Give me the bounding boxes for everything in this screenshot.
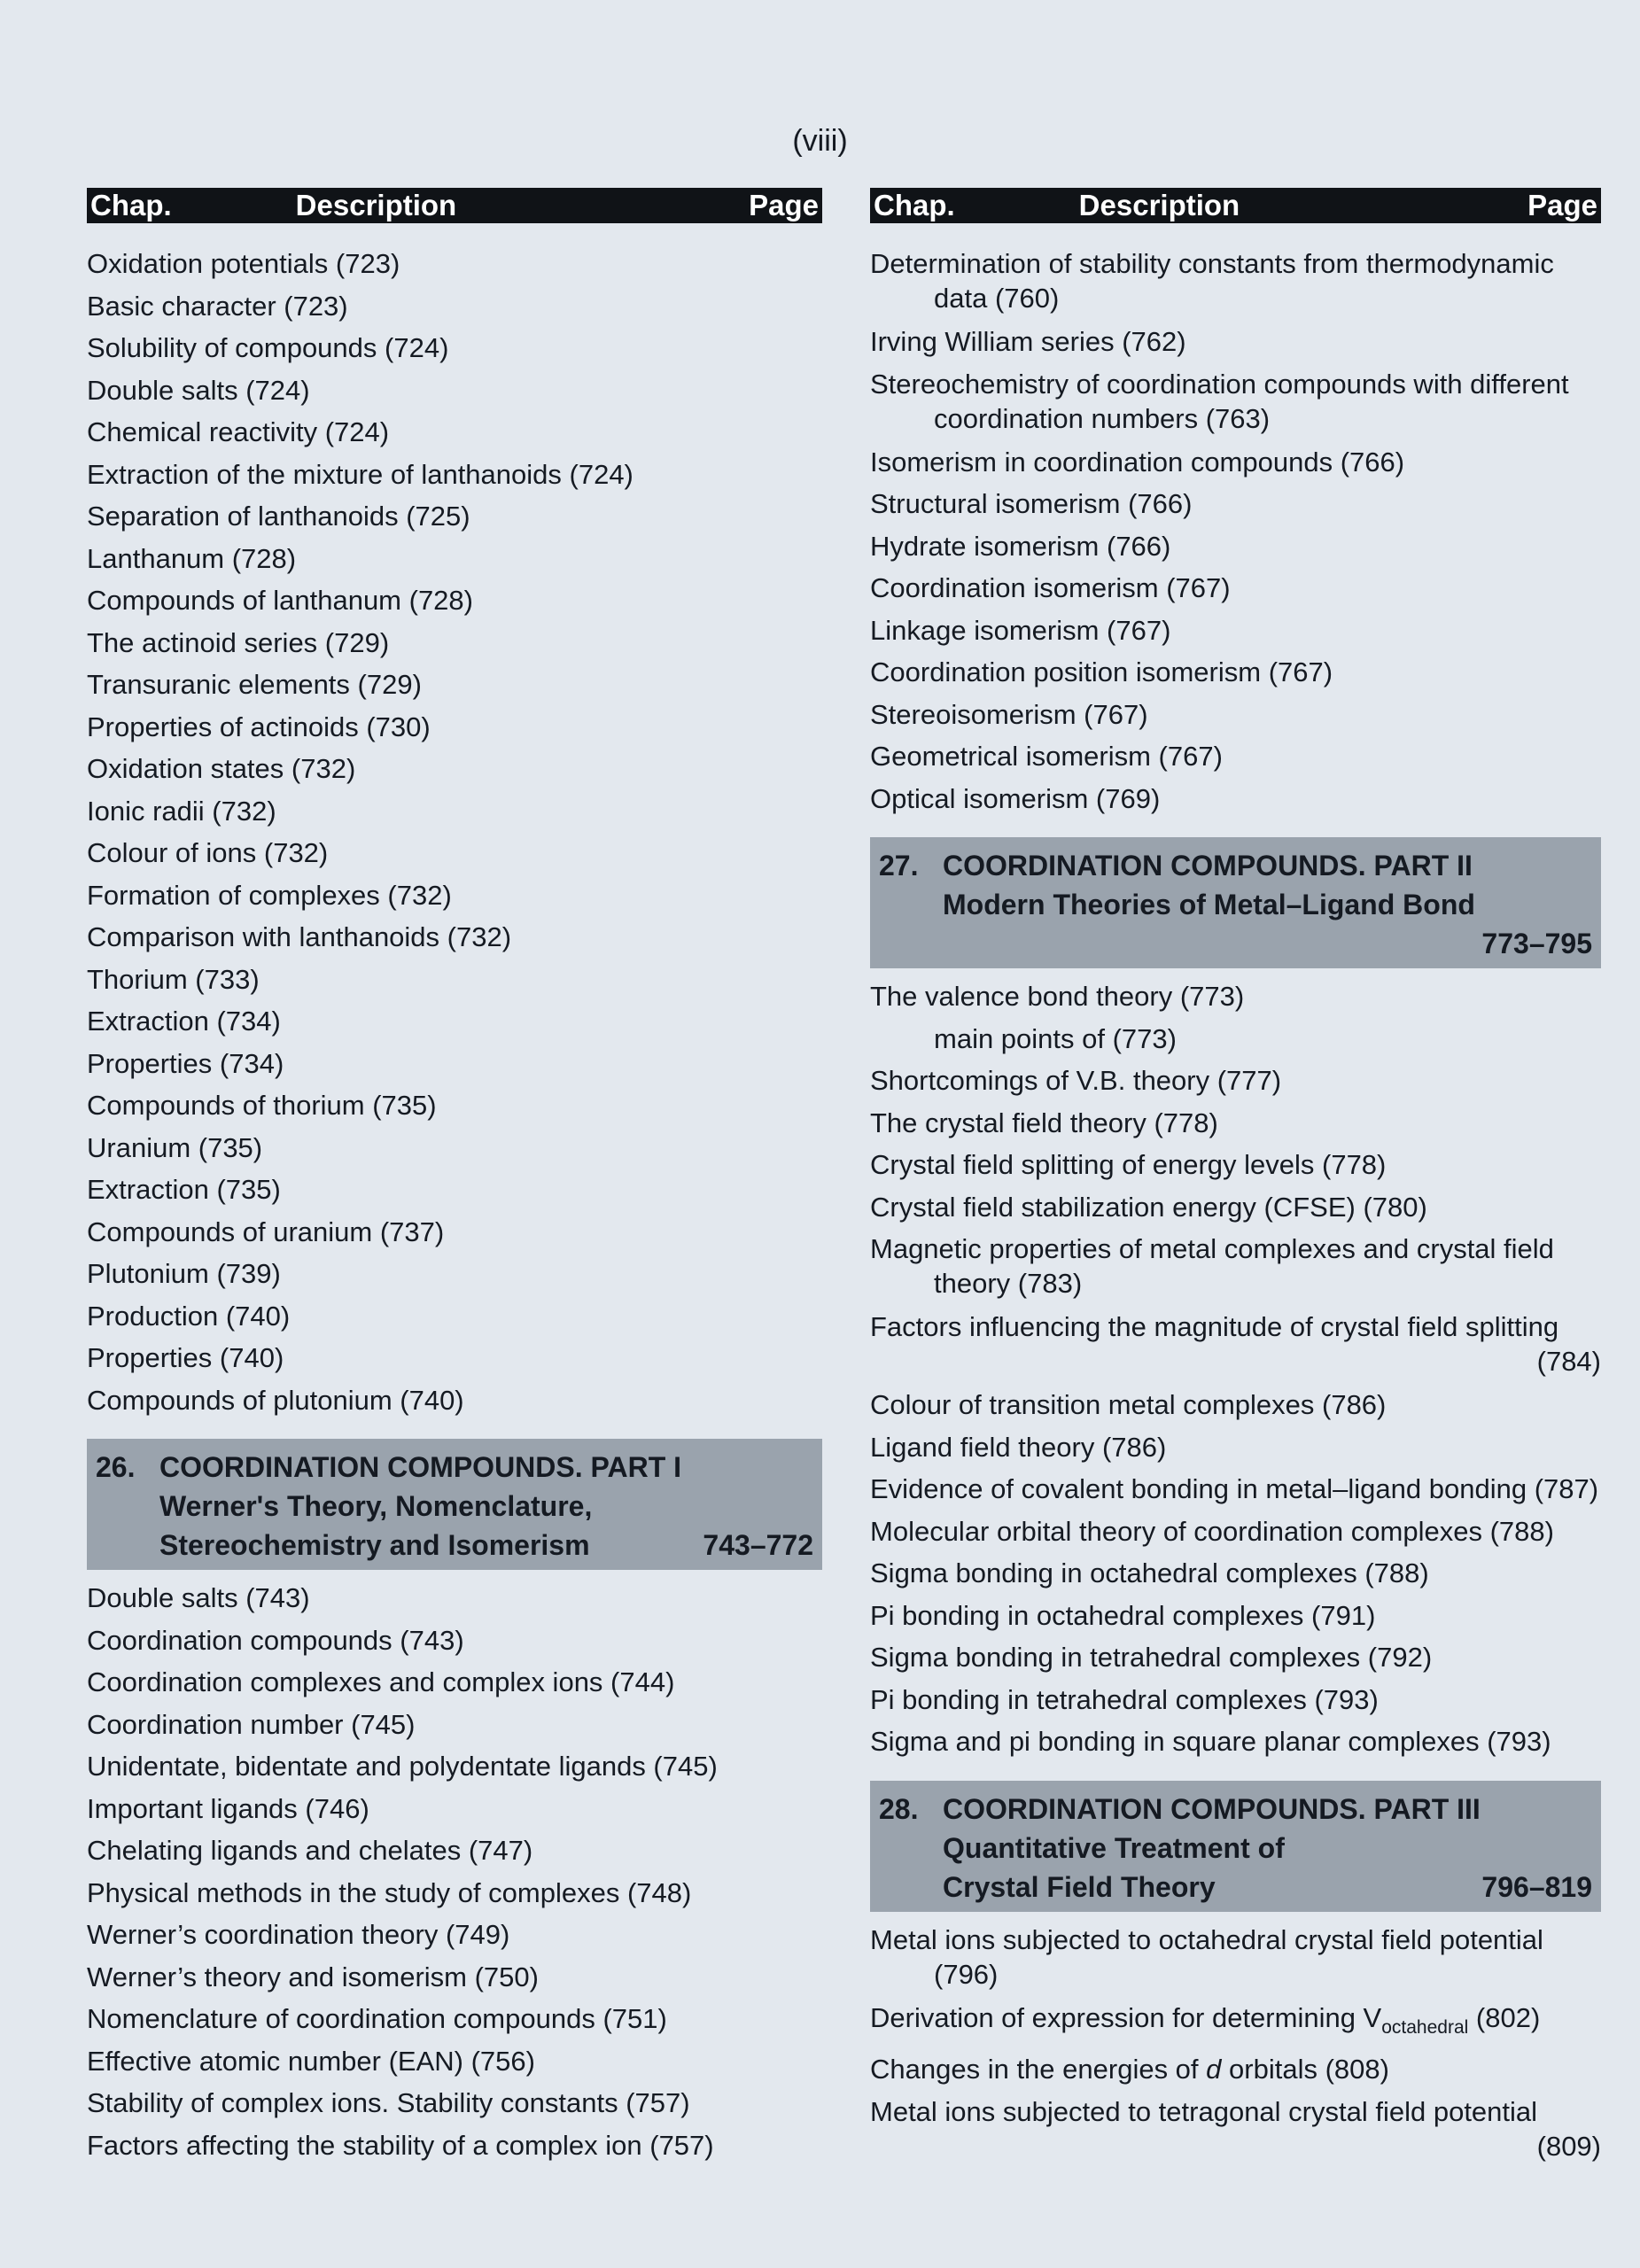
toc-entry <box>870 1228 1601 1306</box>
toc-entry: Ionic radii (732) <box>87 795 276 827</box>
right-column <box>870 188 1601 2169</box>
entry-text: Metal ions subjected to octahedral crystal field potential <box>870 1923 1543 1955</box>
toc-entry: Factors affecting the stability of a complex ion (757) <box>87 2129 714 2161</box>
toc-entry: Irving William series (762) <box>870 326 1186 357</box>
toc-entry: Extraction (734) <box>87 1006 281 1037</box>
toc-entry: Extraction (735) <box>87 1174 281 1205</box>
chapter-page-range: 796–819 <box>1481 1870 1592 1903</box>
chapter-subtitle: Werner's Theory, Nomenclature, <box>159 1490 593 1522</box>
toc-entry: Compounds of thorium (735) <box>87 1090 437 1121</box>
toc-entry: Coordination isomerism (767) <box>870 572 1231 603</box>
toc-entry: Effective atomic number (EAN) (756) <box>87 2045 535 2077</box>
toc-entry: Double salts (724) <box>87 374 310 406</box>
chapter-subtitle: Stereochemistry and Isomerism <box>159 1529 590 1561</box>
toc-entry: Coordination number (745) <box>87 1708 416 1740</box>
entry-italic: d <box>1206 2054 1222 2085</box>
chapter-heading-27 <box>870 837 1601 968</box>
chapter-title: COORDINATION COMPOUNDS. PART I <box>159 1451 682 1483</box>
toc-entry: Production (740) <box>87 1300 291 1332</box>
toc-entry: Separation of lanthanoids (725) <box>87 501 470 532</box>
entry-text: Derivation of expression for determining V <box>870 2001 1382 2033</box>
toc-entry: Isomerism in coordination compounds (766) <box>870 446 1405 478</box>
left-column <box>87 188 822 2166</box>
toc-entry <box>870 363 1601 441</box>
toc-entry <box>870 2091 1601 2169</box>
toc-entry: Molecular orbital theory of coordination complexes (788) <box>870 1515 1554 1547</box>
entry-subscript: octahedral <box>1381 2016 1469 2038</box>
toc-entry: Properties (734) <box>87 1047 284 1079</box>
toc-entry: Ligand field theory (786) <box>870 1431 1167 1463</box>
chapter-subtitle: Modern Theories of Metal–Ligand Bond <box>943 889 1475 920</box>
toc-entry: Pi bonding in tetrahedral complexes (793) <box>870 1683 1379 1715</box>
entry-continuation: theory (783) <box>934 1268 1083 1299</box>
entry-text: Magnetic properties of metal complexes and crystal field <box>870 1233 1554 1264</box>
toc-entry: Extraction of the mixture of lanthanoids (724) <box>87 458 633 490</box>
toc-entry: Compounds of plutonium (740) <box>87 1384 464 1416</box>
chapter-title: COORDINATION COMPOUNDS. PART III <box>943 1792 1481 1825</box>
header-description: Description <box>295 189 457 221</box>
entry-text: Factors influencing the magnitude of crystal field splitting <box>870 1311 1559 1342</box>
toc-entry: Unidentate, bidentate and polydentate ligands (745) <box>87 1751 718 1782</box>
header-chap: Chap. <box>90 189 172 221</box>
toc-entry: Lanthanum (728) <box>87 542 297 574</box>
entry-text: Determination of stability constants from thermodynamic <box>870 248 1554 279</box>
toc-entry <box>870 1997 1601 2049</box>
toc-entry: Geometrical isomerism (767) <box>870 741 1223 772</box>
toc-entry: Sigma bonding in tetrahedral complexes (792) <box>870 1642 1433 1673</box>
toc-entry: Linkage isomerism (767) <box>870 614 1171 646</box>
toc-entry: Hydrate isomerism (766) <box>870 530 1171 562</box>
toc-entry: Important ligands (746) <box>87 1792 369 1824</box>
chapter-number: 26. <box>96 1451 136 1483</box>
toc-entry: Colour of transition metal complexes (786) <box>870 1389 1387 1420</box>
entry-text: Metal ions subjected to tetragonal crystal field potential <box>870 2095 1538 2127</box>
entry-text: Stereochemistry of coordination compounds with different <box>870 368 1569 400</box>
toc-entry: The actinoid series (729) <box>87 626 390 658</box>
toc-entries <box>870 1384 1601 1763</box>
toc-entry: Chemical reactivity (724) <box>87 416 390 447</box>
toc-entry: Crystal field splitting of energy levels (778) <box>870 1149 1387 1180</box>
entry-continuation: (809) <box>1536 2130 1601 2162</box>
page-number: (viii) <box>792 124 848 158</box>
chapter-page-range: 743–772 <box>703 1529 813 1561</box>
toc-entry: Pi bonding in octahedral complexes (791) <box>870 1599 1376 1631</box>
entry-continuation: (796) <box>934 1958 999 1990</box>
toc-entry <box>870 1919 1601 1997</box>
toc-entries <box>870 1060 1601 1228</box>
entry-continuation: coordination numbers (763) <box>934 402 1271 434</box>
chapter-subtitle: Crystal Field Theory <box>943 1870 1216 1903</box>
toc-entry <box>870 1306 1601 1384</box>
chapter-subtitle: Quantitative Treatment of <box>943 1831 1285 1864</box>
toc-entry: Evidence of covalent bonding in metal–ligand bonding (787) <box>870 1473 1599 1504</box>
toc-entry: Crystal field stabilization energy (CFSE) (780) <box>870 1191 1427 1223</box>
header-page: Page <box>749 189 819 221</box>
chapter-heading-26 <box>87 1439 822 1570</box>
toc-entry: Transuranic elements (729) <box>87 669 422 700</box>
toc-entry: Sigma bonding in octahedral complexes (788) <box>870 1557 1429 1588</box>
toc-entry: Chelating ligands and chelates (747) <box>87 1835 533 1866</box>
toc-entry: Oxidation potentials (723) <box>87 248 400 279</box>
toc-entry: Oxidation states (732) <box>87 753 356 784</box>
toc-entry <box>870 2048 1601 2091</box>
chapter-number: 28. <box>879 1792 919 1825</box>
toc-entry: Structural isomerism (766) <box>870 488 1193 519</box>
toc-entry: Comparison with lanthanoids (732) <box>87 921 512 952</box>
toc-entry: Properties (740) <box>87 1342 284 1373</box>
toc-entry: Stereoisomerism (767) <box>870 698 1148 730</box>
toc-entry: Stability of complex ions. Stability constants (757) <box>87 2087 690 2118</box>
entry-text: (802) <box>1468 2001 1541 2033</box>
toc-entry: Formation of complexes (732) <box>87 879 452 911</box>
toc-entry: Coordination complexes and complex ions (744) <box>87 1666 675 1697</box>
header-chap: Chap. <box>874 189 955 221</box>
toc-entry: Nomenclature of coordination compounds (751) <box>87 2003 667 2034</box>
toc-entries <box>87 1577 822 2166</box>
entry-text: orbitals (808) <box>1221 2054 1389 2085</box>
header-page: Page <box>1527 189 1597 221</box>
entry-text: Changes in the energies of <box>870 2054 1207 2085</box>
toc-entries <box>87 223 822 1421</box>
chapter-number: 27. <box>879 850 919 882</box>
toc-entry: Compounds of lanthanum (728) <box>87 585 473 616</box>
toc-entry: Optical isomerism (769) <box>870 782 1161 814</box>
toc-entry: Compounds of uranium (737) <box>87 1216 445 1247</box>
header-description: Description <box>1078 189 1240 221</box>
toc-entry: The crystal field theory (778) <box>870 1107 1218 1138</box>
toc-entry: Plutonium (739) <box>87 1258 281 1289</box>
toc-entry: Basic character (723) <box>87 290 348 322</box>
chapter-title: COORDINATION COMPOUNDS. PART II <box>943 850 1473 882</box>
toc-entry: Double salts (743) <box>87 1582 310 1613</box>
toc-entry: Sigma and pi bonding in square planar complexes (793) <box>870 1726 1551 1757</box>
entry-continuation: (784) <box>1536 1346 1601 1377</box>
toc-entry: Colour of ions (732) <box>87 837 329 868</box>
column-header <box>870 188 1601 223</box>
toc-subentry: main points of (773) <box>934 1022 1177 1054</box>
toc-entry: Coordination position isomerism (767) <box>870 656 1333 687</box>
chapter-heading-28 <box>870 1781 1601 1912</box>
toc-entries <box>870 441 1601 820</box>
entry-continuation: data (760) <box>934 283 1060 314</box>
toc-entry: Physical methods in the study of complexes (748) <box>87 1876 692 1908</box>
toc-entry: Shortcomings of V.B. theory (777) <box>870 1065 1282 1096</box>
toc-entry: Thorium (733) <box>87 963 260 995</box>
toc-entry: Uranium (735) <box>87 1131 263 1163</box>
toc-entry <box>870 243 1601 321</box>
toc-entry: Werner’s theory and isomerism (750) <box>87 1961 539 1992</box>
toc-entry: Solubility of compounds (724) <box>87 332 449 363</box>
toc-entry: Properties of actinoids (730) <box>87 711 431 742</box>
toc-entry: Werner’s coordination theory (749) <box>87 1919 510 1950</box>
toc-entry: The valence bond theory (773) <box>870 981 1245 1012</box>
toc-entry: Coordination compounds (743) <box>87 1624 464 1656</box>
chapter-page-range: 773–795 <box>1481 928 1592 959</box>
column-header <box>87 188 822 223</box>
